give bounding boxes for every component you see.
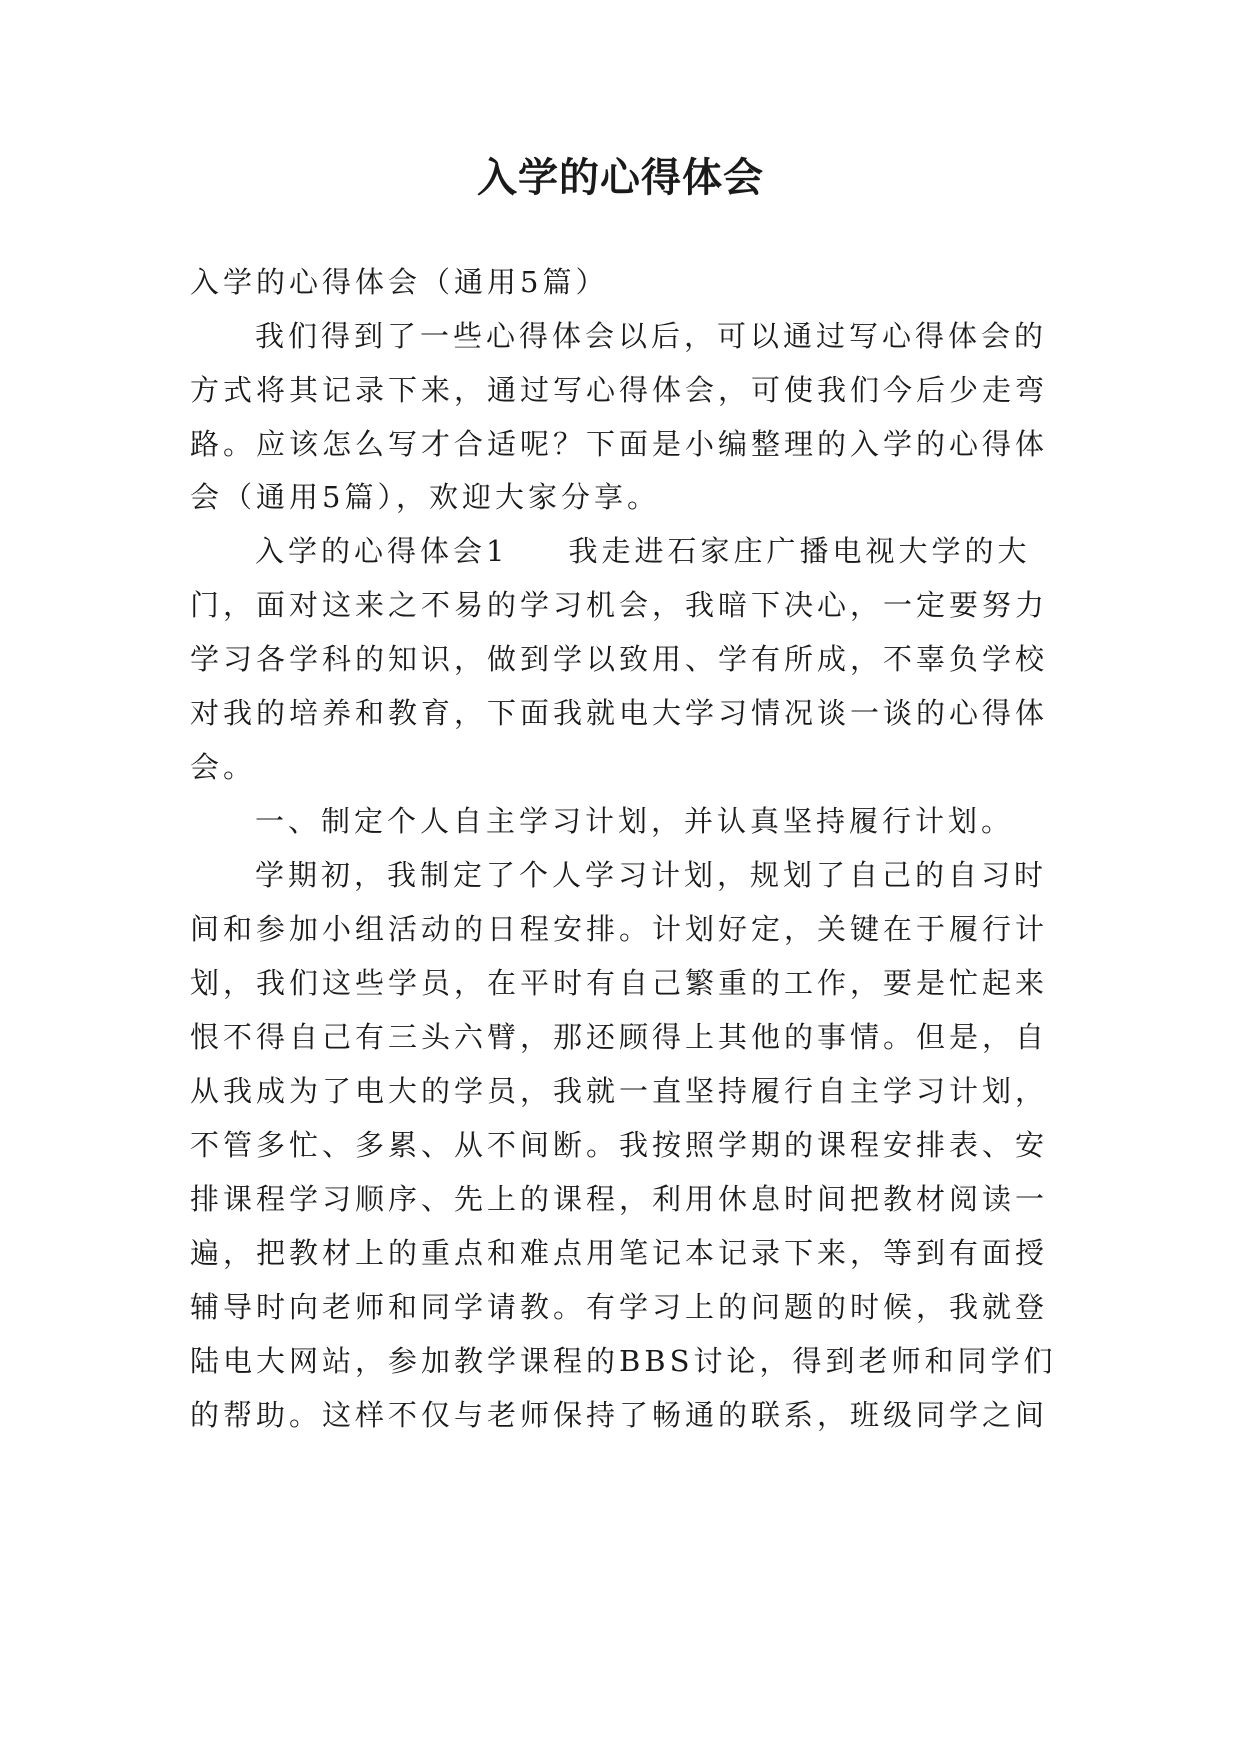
paragraph-line: 方式将其记录下来，通过写心得体会，可使我们今后少走弯 bbox=[190, 373, 1049, 407]
document-title: 入学的心得体会 bbox=[477, 155, 764, 201]
paragraph-line: 学期初，我制定了个人学习计划，规划了自己的自习时 bbox=[255, 858, 1048, 892]
paragraph-line: 会（通用5篇），欢迎大家分享。 bbox=[190, 480, 660, 514]
paragraph-line: 路。应该怎么写才合适呢？下面是小编整理的入学的心得体 bbox=[190, 427, 1049, 461]
paragraph-line: 会。 bbox=[190, 750, 257, 784]
paragraph-line: 排课程学习顺序、先上的课程，利用休息时间把教材阅读一 bbox=[190, 1182, 1049, 1216]
paragraph-line: 我们得到了一些心得体会以后，可以通过写心得体会的 bbox=[255, 319, 1048, 353]
paragraph-line: 遍，把教材上的重点和难点用笔记本记录下来，等到有面授 bbox=[190, 1236, 1049, 1270]
document-subtitle: 入学的心得体会（通用5篇） bbox=[190, 265, 609, 299]
paragraph-line: 的帮助。这样不仅与老师保持了畅通的联系，班级同学之间 bbox=[190, 1398, 1049, 1432]
paragraph-line: 辅导时向老师和同学请教。有学习上的问题的时候，我就登 bbox=[190, 1290, 1049, 1324]
paragraph-text: 我走进石家庄广播电视大学的大 bbox=[568, 534, 1031, 568]
section-heading: 一、制定个人自主学习计划，并认真坚持履行计划。 bbox=[255, 804, 1015, 838]
paragraph-line: 间和参加小组活动的日程安排。计划好定，关键在于履行计 bbox=[190, 912, 1049, 946]
paragraph-line: 划，我们这些学员，在平时有自己繁重的工作，要是忙起来 bbox=[190, 966, 1049, 1000]
paragraph-line: 学习各学科的知识，做到学以致用、学有所成，不辜负学校 bbox=[190, 642, 1049, 676]
paragraph-line: 从我成为了电大的学员，我就一直坚持履行自主学习计划， bbox=[190, 1074, 1049, 1108]
paragraph-line bbox=[255, 521, 1030, 581]
paragraph-line: 陆电大网站，参加教学课程的BBS讨论，得到老师和同学们 bbox=[190, 1344, 1057, 1378]
paragraph-line: 不管多忙、多累、从不间断。我按照学期的课程安排表、安 bbox=[190, 1128, 1049, 1162]
paragraph-line: 恨不得自己有三头六臂，那还顾得上其他的事情。但是，自 bbox=[190, 1020, 1049, 1054]
paragraph-line: 门，面对这来之不易的学习机会，我暗下决心，一定要努力 bbox=[190, 588, 1049, 622]
paragraph-line: 对我的培养和教育，下面我就电大学习情况谈一谈的心得体 bbox=[190, 696, 1049, 730]
section-heading: 入学的心得体会1 bbox=[255, 534, 509, 568]
